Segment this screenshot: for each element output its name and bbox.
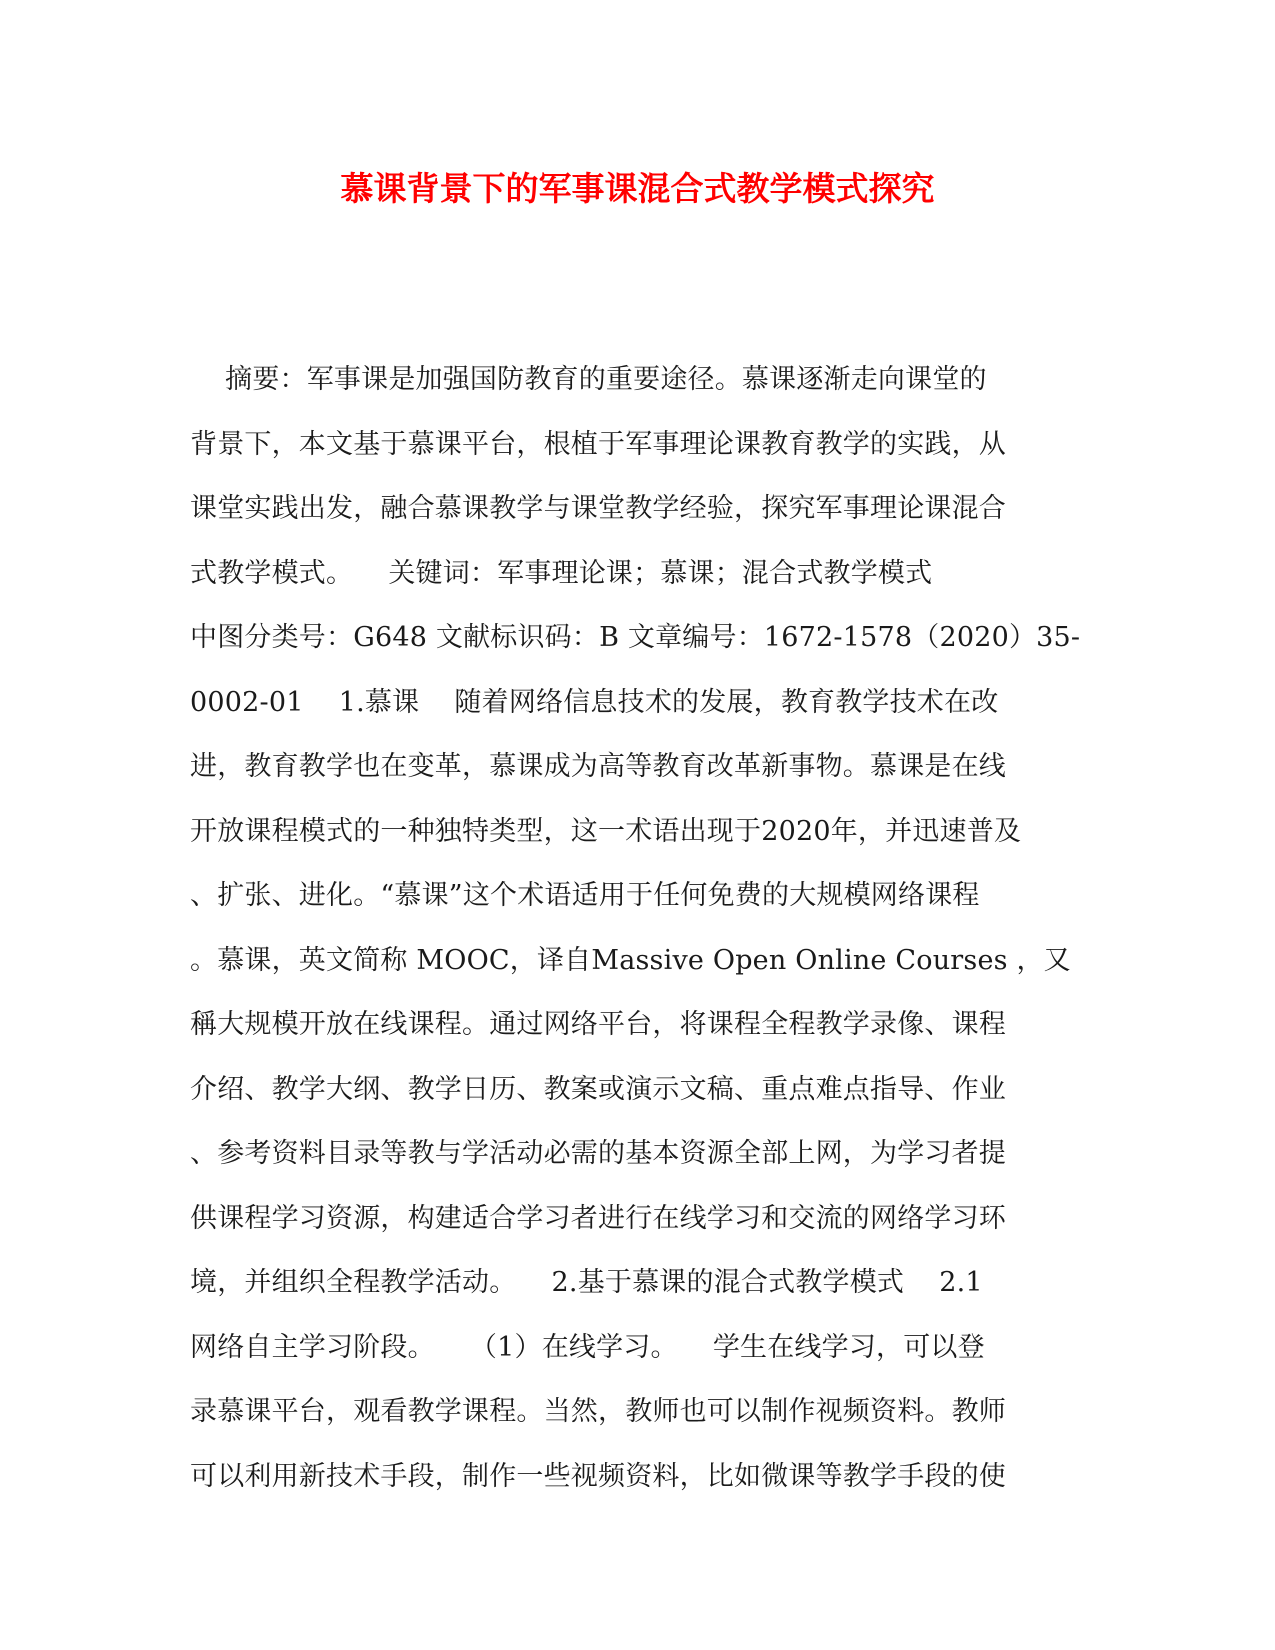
body-line: 中图分类号：G648 文献标识码：B 文章编号：1672-1578（2020）35-	[190, 622, 1081, 653]
body-line: 、扩张、进化。“慕课”这个术语适用于任何免费的大规模网络课程	[190, 880, 980, 911]
body-line: 0002-01 1.慕课 随着网络信息技术的发展，教育教学技术在改	[190, 686, 999, 718]
body-line: 摘要：军事课是加强国防教育的重要途径。慕课逐渐走向课堂的	[190, 364, 987, 395]
body-line: 。慕课，英文简称 MOOC，译自Massive Open Online Courses ，又	[190, 944, 1071, 976]
body-line: 可以利用新技术手段，制作一些视频资料，比如微课等教学手段的使	[190, 1460, 1006, 1492]
document-body	[190, 348, 1090, 1509]
body-line: 开放课程模式的一种独特类型，这一术语出现于2020年，并迅速普及	[190, 815, 1022, 847]
body-line: 介绍、教学大纲、教学日历、教案或演示文稿、重点难点指导、作业	[190, 1073, 1006, 1105]
body-line: 背景下，本文基于慕课平台，根植于军事理论课教育教学的实践，从	[190, 428, 1006, 460]
body-line: 、参考资料目录等教与学活动必需的基本资源全部上网，为学习者提	[190, 1138, 1006, 1169]
body-line: 网络自主学习阶段。 （1）在线学习。 学生在线学习，可以登	[190, 1331, 985, 1363]
body-line: 录慕课平台，观看教学课程。当然，教师也可以制作视频资料。教师	[190, 1396, 1006, 1427]
body-line: 境，并组织全程教学活动。 2.基于慕课的混合式教学模式 2.1	[190, 1267, 983, 1298]
body-line: 稱大规模开放在线课程。通过网络平台，将课程全程教学录像、课程	[190, 1009, 1006, 1040]
body-line: 供课程学习资源，构建适合学习者进行在线学习和交流的网络学习环	[190, 1202, 1006, 1234]
body-line: 式教学模式。 关键词：军事理论课；慕课；混合式教学模式	[190, 557, 933, 589]
body-line: 进，教育教学也在变革，慕课成为高等教育改革新事物。慕课是在线	[190, 751, 1006, 782]
document-title: 慕课背景下的军事课混合式教学模式探究	[340, 169, 935, 208]
body-line: 课堂实践出发，融合慕课教学与课堂教学经验，探究军事理论课混合	[190, 493, 1006, 524]
